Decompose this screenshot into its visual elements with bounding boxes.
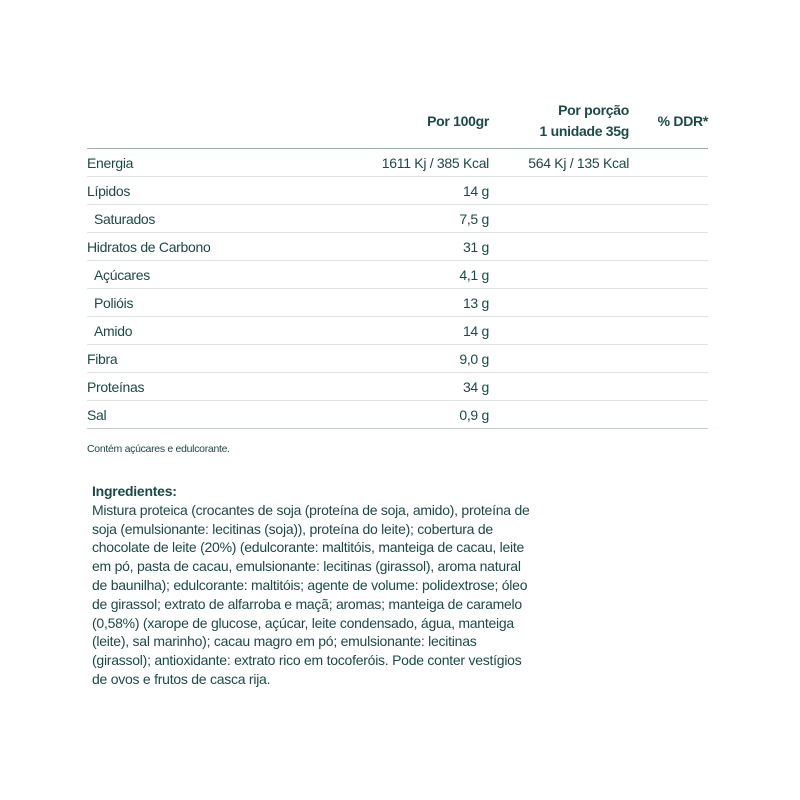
value-ddr bbox=[629, 205, 708, 233]
table-row bbox=[87, 233, 708, 261]
value-per-100g: 7,5 g bbox=[314, 205, 489, 233]
ingredients-section bbox=[92, 482, 532, 689]
nutrient-name: Energia bbox=[87, 149, 314, 177]
value-per-portion bbox=[489, 205, 629, 233]
nutrient-name: Polióis bbox=[87, 289, 314, 317]
table-row bbox=[87, 205, 708, 233]
ingredients-title: Ingredientes: bbox=[92, 483, 177, 499]
nutrient-name: Fibra bbox=[87, 345, 314, 373]
value-ddr bbox=[629, 289, 708, 317]
value-per-100g: 14 g bbox=[314, 177, 489, 205]
table-row bbox=[87, 373, 708, 401]
value-per-portion bbox=[489, 317, 629, 345]
header-nutrient bbox=[87, 100, 314, 149]
value-per-portion bbox=[489, 233, 629, 261]
header-per-portion-line1: Por porção bbox=[558, 102, 629, 118]
header-per-100g: Por 100gr bbox=[314, 100, 489, 149]
nutrient-name: Amido bbox=[87, 317, 314, 345]
value-per-100g: 4,1 g bbox=[314, 261, 489, 289]
nutrient-name: Hidratos de Carbono bbox=[87, 233, 314, 261]
value-per-portion: 564 Kj / 135 Kcal bbox=[489, 149, 629, 177]
table-row bbox=[87, 401, 708, 429]
header-ddr: % DDR* bbox=[629, 100, 708, 149]
value-per-100g: 14 g bbox=[314, 317, 489, 345]
table-row bbox=[87, 289, 708, 317]
nutrition-table bbox=[87, 100, 708, 429]
nutrient-name: Lípidos bbox=[87, 177, 314, 205]
value-per-100g: 34 g bbox=[314, 373, 489, 401]
nutrient-name: Proteínas bbox=[87, 373, 314, 401]
value-per-portion bbox=[489, 177, 629, 205]
table-row bbox=[87, 317, 708, 345]
value-per-portion bbox=[489, 345, 629, 373]
header-per-portion bbox=[489, 100, 629, 149]
value-ddr bbox=[629, 149, 708, 177]
sweetener-note: Contém açúcares e edulcorante. bbox=[87, 443, 230, 455]
value-ddr bbox=[629, 401, 708, 429]
table-row bbox=[87, 345, 708, 373]
value-ddr bbox=[629, 373, 708, 401]
table-header-row bbox=[87, 100, 708, 149]
value-ddr bbox=[629, 345, 708, 373]
header-per-portion-line2: 1 unidade 35g bbox=[539, 123, 629, 139]
value-per-100g: 9,0 g bbox=[314, 345, 489, 373]
value-per-portion bbox=[489, 289, 629, 317]
table-row bbox=[87, 177, 708, 205]
value-ddr bbox=[629, 261, 708, 289]
value-per-100g: 31 g bbox=[314, 233, 489, 261]
value-per-100g: 0,9 g bbox=[314, 401, 489, 429]
value-per-100g: 1611 Kj / 385 Kcal bbox=[314, 149, 489, 177]
value-ddr bbox=[629, 233, 708, 261]
nutrition-table-body bbox=[87, 149, 708, 429]
value-per-portion bbox=[489, 401, 629, 429]
nutrient-name: Sal bbox=[87, 401, 314, 429]
nutrient-name: Açúcares bbox=[87, 261, 314, 289]
value-per-portion bbox=[489, 373, 629, 401]
nutrient-name: Saturados bbox=[87, 205, 314, 233]
table-row bbox=[87, 149, 708, 177]
value-ddr bbox=[629, 177, 708, 205]
table-row bbox=[87, 261, 708, 289]
ingredients-text: Mistura proteica (crocantes de soja (proteína de soja, amido), proteína de soja (emulsionante: lecitinas (soja)), proteína do leite); cobertura de chocolate de leite (20%) (edulcorante: maltitóis, manteiga de cacau, leite em pó, pasta de cacau, emulsionante: lecitinas (girassol), aroma natural de baunilha); edulcorante: maltitóis; agente de volume: polidextrose; óleo de girassol; extrato de alfarroba e maçã; aromas; manteiga de caramelo (0,58%) (xarope de glucose, açúcar, leite condensado, água, manteiga (leite), sal marinho); cacau magro em pó; emulsionante: lecitinas (girassol); antioxidante: extrato rico em tocoferóis. Pode conter vestígios de ovos e frutos de casca rija. bbox=[92, 501, 530, 687]
nutrition-facts bbox=[87, 100, 708, 429]
value-per-100g: 13 g bbox=[314, 289, 489, 317]
value-per-portion bbox=[489, 261, 629, 289]
value-ddr bbox=[629, 317, 708, 345]
